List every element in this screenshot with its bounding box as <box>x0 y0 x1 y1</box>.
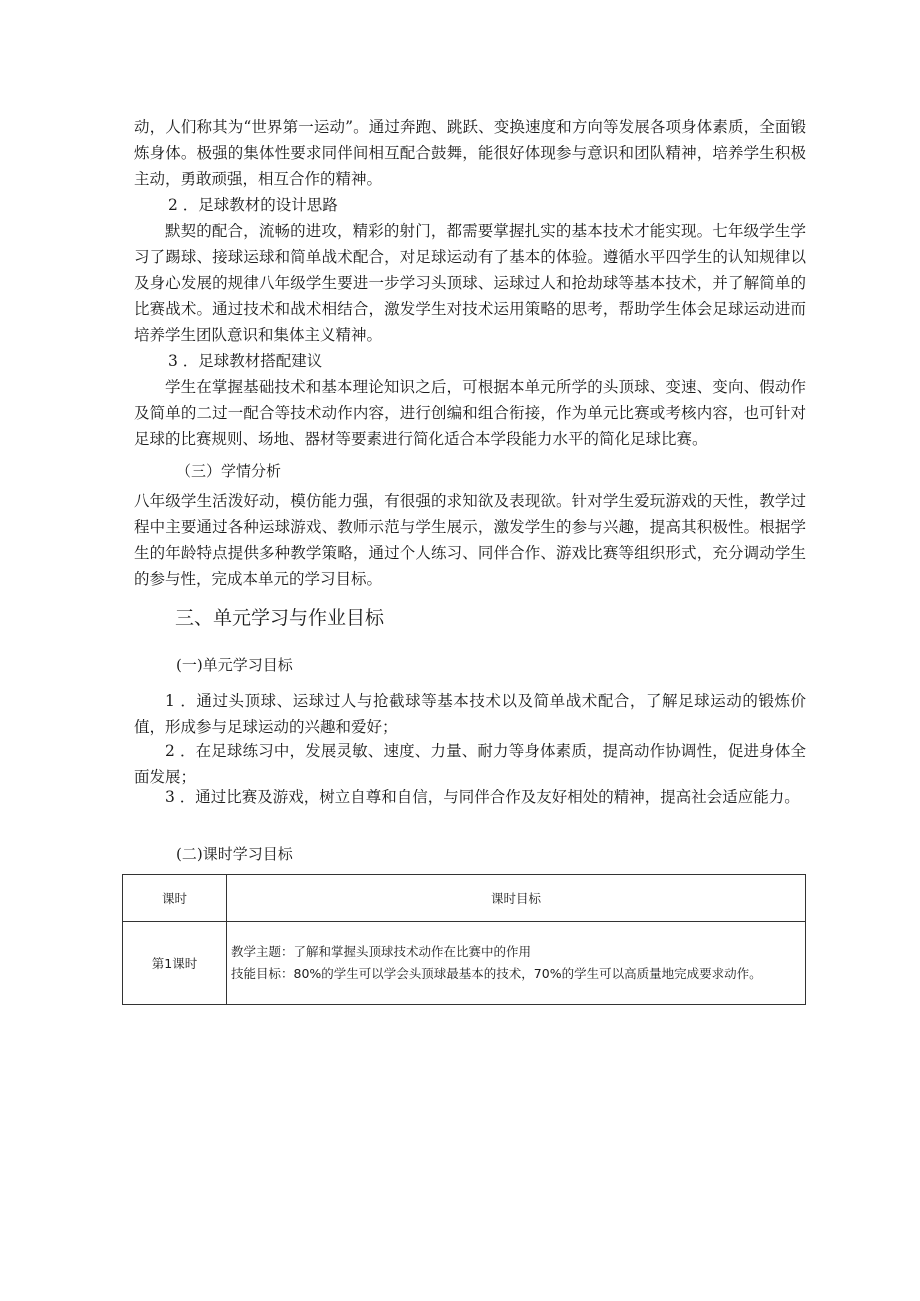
unit-goal-1: 1 ．通过头顶球、运球过人与抢截球等基本技术以及简单战术配合，了解足球运动的锻炼价值，形成参与足球运动的兴趣和爱好； <box>134 692 806 736</box>
header-lesson: 课时 <box>123 875 227 922</box>
lesson-cell: 第1课时 <box>123 922 227 1005</box>
header-goal: 课时目标 <box>227 875 806 922</box>
lesson-goals-table <box>122 874 806 1005</box>
design-title: 2 ．足球教材的设计思路 <box>168 196 338 214</box>
skill-goal: 技能目标：80%的学生可以学会头顶球最基本的技术，70%的学生可以高质量地完成要求动作。 <box>231 966 762 981</box>
table-header-row <box>123 875 806 922</box>
analysis-title: （三）学情分析 <box>176 462 282 480</box>
table-row <box>123 922 806 1005</box>
lesson-goals-title: (二)课时学习目标 <box>176 845 293 863</box>
unit-goal-3: 3 ．通过比赛及游戏，树立自尊和自信，与同伴合作及友好相处的精神，提高社会适应能力。 <box>165 788 800 806</box>
intro-paragraph: 动，人们称其为“世界第一运动”。通过奔跑、跳跃、变换速度和方向等发展各项身体素质，全面锻炼身体。极强的集体性要求同伴间相互配合鼓舞，能很好体现参与意识和团队精神，培养学生积极主动，勇敢顽强，相互合作的精神。 <box>134 118 806 188</box>
unit-goals-title: (一)单元学习目标 <box>176 656 293 674</box>
design-paragraph: 默契的配合，流畅的进攻，精彩的射门，都需要掌握扎实的基本技术才能实现。七年级学生学习了踢球、接球运球和简单战术配合，对足球运动有了基本的体验。遵循水平四学生的认知规律以及身心发展的规律八年级学生要进一步学习头顶球、运球过人和抢劫球等基本技术，并了解简单的比赛战术。通过技术和战术相结合，激发学生对技术运用策略的思考，帮助学生体会足球运动进而培养学生团队意识和集体主义精神。 <box>134 222 806 344</box>
goal-cell <box>227 922 806 1005</box>
section-heading: 三、单元学习与作业目标 <box>175 607 385 629</box>
match-title: 3 ．足球教材搭配建议 <box>168 352 323 370</box>
analysis-paragraph: 八年级学生活泼好动，模仿能力强，有很强的求知欲及表现欲。针对学生爱玩游戏的天性，教学过程中主要通过各种运球游戏、教师示范与学生展示，激发学生的参与兴趣，提高其积极性。根据学生的年龄特点提供多种教学策略，通过个人练习、同伴合作、游戏比赛等组织形式，充分调动学生的参与性，完成本单元的学习目标。 <box>134 492 806 588</box>
teaching-theme: 教学主题：了解和掌握头顶球技术动作在比赛中的作用 <box>231 944 532 959</box>
match-paragraph: 学生在掌握基础技术和基本理论知识之后，可根据本单元所学的头顶球、变速、变向、假动作及简单的二过一配合等技术动作内容，进行创编和组合衔接，作为单元比赛或考核内容，也可针对足球的比赛规则、场地、器材等要素进行简化适合本学段能力水平的简化足球比赛。 <box>134 378 806 448</box>
unit-goal-2: 2 ．在足球练习中，发展灵敏、速度、力量、耐力等身体素质，提高动作协调性，促进身体全面发展； <box>134 742 806 786</box>
